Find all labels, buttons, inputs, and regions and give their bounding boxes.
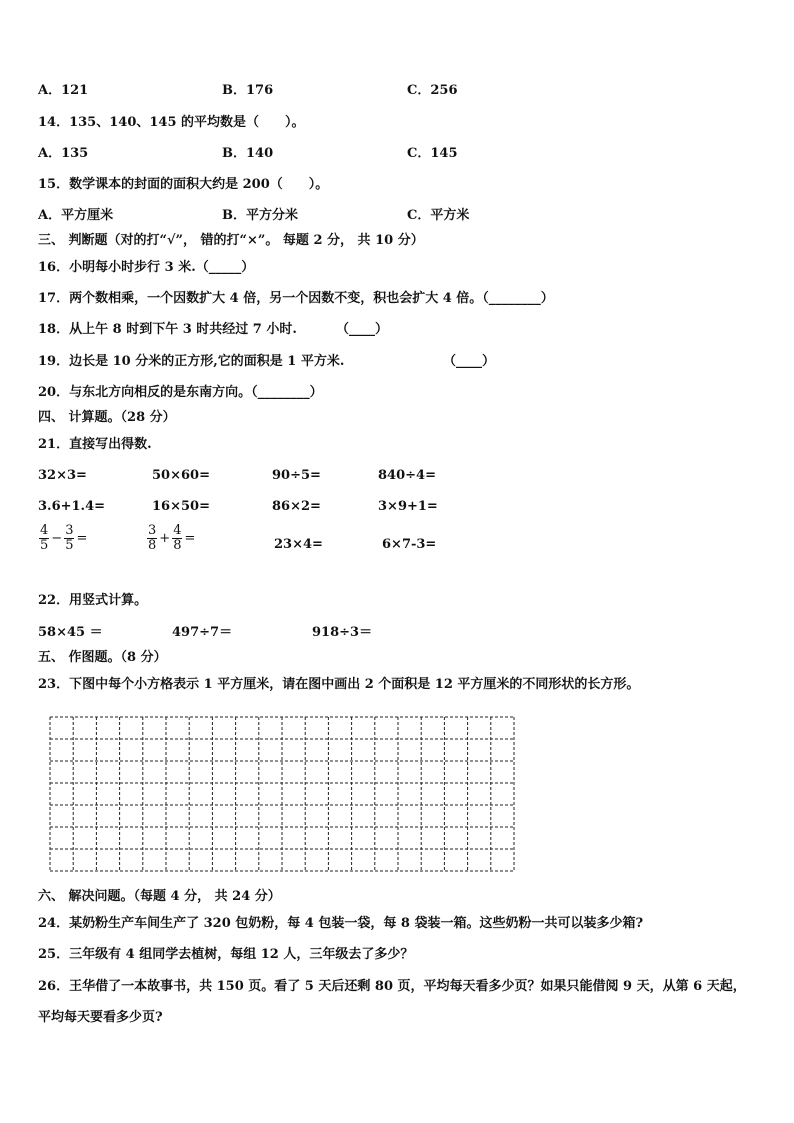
q14-option-c: C．145 bbox=[407, 146, 458, 161]
fraction bbox=[39, 524, 49, 553]
q18-text: 18．从上午 8 时到下午 3 时共经过 7 小时. bbox=[38, 322, 297, 337]
q21-item: 50×60= bbox=[152, 468, 210, 483]
section-3-title: 三、 判断题（对的打“√”， 错的打“×”。 每题 2 分， 共 10 分） bbox=[38, 233, 424, 248]
fraction bbox=[64, 524, 74, 553]
denominator: 5 bbox=[65, 538, 74, 553]
q24-text: 24．某奶粉生产车间生产了 320 包奶粉，每 4 包装一袋，每 8 袋装一箱。这些奶粉一共可以装多少箱? bbox=[38, 916, 644, 931]
q21-fraction-addition bbox=[146, 524, 196, 553]
q13-option-b: B．176 bbox=[222, 83, 274, 98]
operator: + bbox=[159, 531, 171, 546]
q21-item: 86×2= bbox=[272, 499, 321, 514]
q21-text: 21．直接写出得数. bbox=[38, 437, 152, 452]
denominator: 8 bbox=[173, 538, 182, 553]
q16-text: 16．小明每小时步行 3 米.（_____） bbox=[38, 260, 255, 275]
numerator: 3 bbox=[148, 523, 157, 538]
square-centimeter-grid[interactable] bbox=[49, 716, 515, 872]
operator: − bbox=[51, 531, 63, 546]
denominator: 8 bbox=[148, 538, 157, 553]
q22-item: 497÷7＝ bbox=[172, 625, 233, 640]
q21-item: 16×50= bbox=[152, 499, 210, 514]
q21-item: 3.6+1.4= bbox=[38, 499, 106, 514]
q20-text: 20．与东北方向相反的是东南方向。（________） bbox=[38, 385, 323, 400]
q13-option-c: C．256 bbox=[407, 83, 458, 98]
section-5-title: 五、 作图题。（8 分） bbox=[38, 650, 167, 665]
q21-fraction-subtraction bbox=[38, 524, 88, 553]
q26-text: 26．王华借了一本故事书，共 150 页。看了 5 天后还剩 80 页，平均每天看多少页？如果只能借阅 9 天，从第 6 天起， bbox=[38, 979, 746, 994]
q13-option-a: A．121 bbox=[38, 83, 89, 98]
q14-option-b: B．140 bbox=[222, 146, 274, 161]
numerator: 4 bbox=[40, 523, 49, 538]
q15-text: 15．数学课本的封面的面积大约是 200（ ）。 bbox=[38, 177, 329, 192]
q22-item: 918÷3＝ bbox=[312, 625, 373, 640]
q21-item: 32×3= bbox=[38, 468, 87, 483]
fraction bbox=[172, 524, 182, 553]
q15-option-c: C．平方米 bbox=[407, 208, 470, 223]
q15-option-a: A．平方厘米 bbox=[38, 208, 114, 223]
q15-option-b: B．平方分米 bbox=[222, 208, 298, 223]
numerator: 3 bbox=[65, 523, 74, 538]
numerator: 4 bbox=[173, 523, 182, 538]
q21-item: 3×9+1= bbox=[378, 499, 438, 514]
q23-text: 23．下图中每个小方格表示 1 平方厘米，请在图中画出 2 个面积是 12 平方厘米的不同形状的长方形。 bbox=[38, 677, 640, 692]
equals-sign: = bbox=[184, 531, 196, 546]
q26-text-continued: 平均每天要看多少页? bbox=[38, 1010, 163, 1025]
q18-answer-blank: （____） bbox=[336, 322, 389, 337]
q17-text: 17．两个数相乘，一个因数扩大 4 倍，另一个因数不变，积也会扩大 4 倍。（________） bbox=[38, 291, 554, 306]
q22-text: 22．用竖式计算。 bbox=[38, 593, 148, 608]
fraction bbox=[147, 524, 157, 553]
section-6-title: 六、 解决问题。（每题 4 分， 共 24 分） bbox=[38, 889, 281, 904]
q19-answer-blank: （____） bbox=[443, 354, 496, 369]
q14-option-a: A．135 bbox=[38, 146, 89, 161]
q21-item: 6×7-3= bbox=[382, 537, 437, 552]
q22-item: 58×45 ＝ bbox=[38, 625, 103, 640]
q14-text: 14．135、140、145 的平均数是（ ）。 bbox=[38, 115, 305, 130]
q25-text: 25．三年级有 4 组同学去植树，每组 12 人，三年级去了多少？ bbox=[38, 947, 414, 962]
section-4-title: 四、 计算题。（28 分） bbox=[38, 410, 176, 425]
q19-text: 19．边长是 10 分米的正方形,它的面积是 1 平方米. bbox=[38, 354, 345, 369]
q21-item: 23×4= bbox=[274, 537, 323, 552]
q21-item: 840÷4= bbox=[378, 468, 436, 483]
denominator: 5 bbox=[40, 538, 49, 553]
q21-item: 90÷5= bbox=[272, 468, 321, 483]
equals-sign: = bbox=[76, 531, 88, 546]
